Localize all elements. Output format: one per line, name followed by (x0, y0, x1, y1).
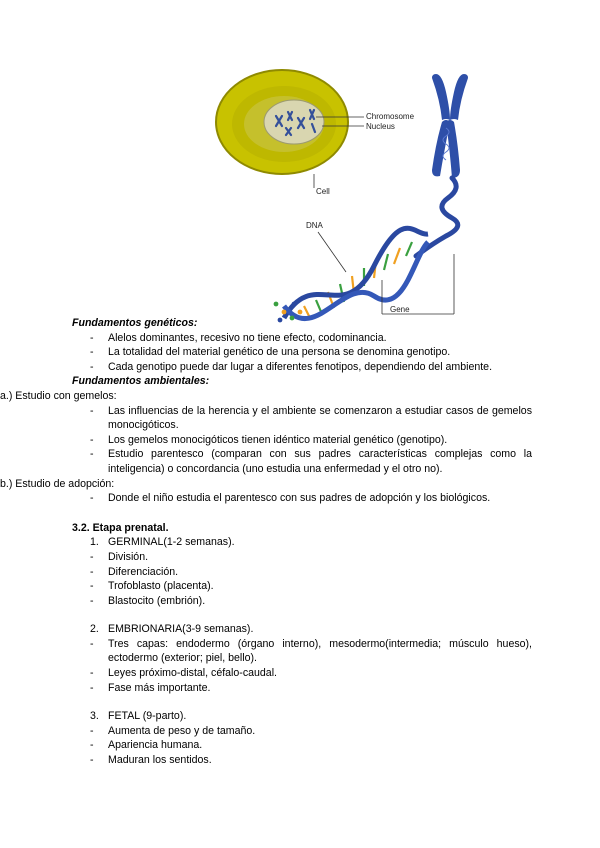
stage-title: 1. GERMINAL(1-2 semanas). (90, 536, 235, 549)
list-item: - La totalidad del material genético de una persona se denomina genotipo. (90, 346, 451, 359)
twin-study-label: a.) Estudio con gemelos: (0, 389, 117, 402)
adoption-study-label: b.) Estudio de adopción: (0, 477, 115, 490)
chromosome-label: Chromosome (366, 112, 415, 121)
cell-to-gene-diagram (214, 66, 494, 328)
genetics-illustration (214, 66, 494, 328)
dna-label: DNA (306, 221, 323, 230)
list-item: - Alelos dominantes, recesivo no tiene efecto, codominancia. (90, 331, 387, 344)
list-item: - Blastocito (embrión). (90, 594, 206, 607)
chromosome-shape (432, 74, 468, 178)
list-item: - Fase más importante. (90, 681, 211, 694)
list-item: - Cada genotipo puede dar lugar a diferentes fenotipos, dependiendo del ambiente. (90, 360, 493, 373)
list-item: - División. (90, 550, 149, 563)
prenatal-heading: 3.2. Etapa prenatal. (72, 521, 169, 534)
document-body (0, 316, 532, 768)
nucleus-shape (264, 100, 324, 144)
list-item: - Las influencias de la herencia y el ambiente se comenzaron a estudiar casos de gemelos monocigóticos. (90, 404, 532, 432)
list-item: - Diferenciación. (90, 565, 179, 578)
list-item: - Leyes próximo-distal, céfalo-caudal. (90, 667, 277, 680)
list-item: - Apariencia humana. (90, 739, 203, 752)
stage-title: 3. FETAL (9-parto). (90, 710, 187, 723)
gene-label: Gene (390, 305, 410, 314)
environmental-heading: Fundamentos ambientales: (72, 375, 210, 388)
stage-title: 2. EMBRIONARIA(3-9 semanas). (90, 623, 254, 636)
list-item: - Tres capas: endodermo (órgano interno), mesodermo(intermedia; músculo hueso), ectodermo (exterior; piel, bello). (90, 637, 532, 665)
nucleus-label: Nucleus (366, 122, 395, 131)
list-item: - Estudio parentesco (comparan con sus padres características complejas como la inteligencia) o concordancia (uno estudia una enfermedad y el otro no). (90, 448, 532, 475)
genetic-heading: Fundamentos genéticos: (72, 317, 198, 329)
list-item: - Aumenta de peso y de tamaño. (90, 724, 256, 737)
cell-label: Cell (316, 187, 330, 196)
list-item: - Trofoblasto (placenta). (90, 580, 214, 593)
list-item: - Maduran los sentidos. (90, 754, 212, 767)
list-item: - Los gemelos monocigóticos tienen idéntico material genético (genotipo). (90, 433, 448, 446)
list-item: - Donde el niño estudia el parentesco con sus padres de adopción y los biológicos. (90, 492, 491, 505)
